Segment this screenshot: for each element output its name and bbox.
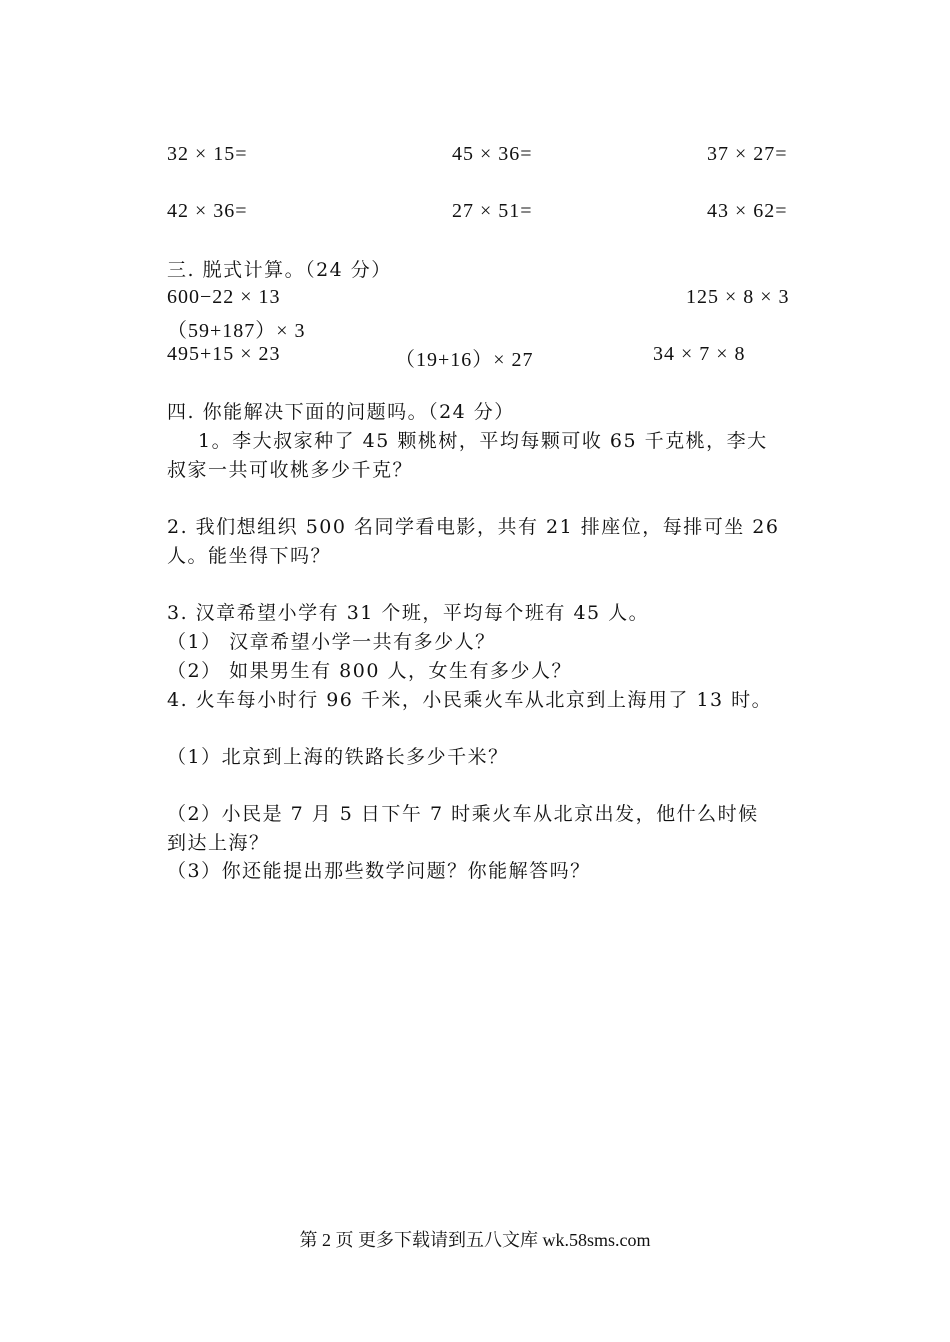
equation: 42 × 36= [167,200,248,222]
problem-text: 人。能坐得下吗？ [167,545,332,567]
problem-text: 叔家一共可收桃多少千克？ [167,459,414,481]
expression: 125 × 8 × 3 [686,286,790,308]
problem-text: 4. 火车每小时行 96 千米，小民乘火车从北京到上海用了 13 时。 [167,689,773,711]
expression: 495+15 × 23 [167,343,281,365]
problem-text: 3. 汉章希望小学有 31 个班，平均每个班有 45 人。 [167,602,650,624]
problem-text: 1。李大叔家种了 45 颗桃树，平均每颗可收 65 千克桃，李大 [198,430,768,452]
sub-question: （2）小民是 7 月 5 日下午 7 时乘火车从北京出发，他什么时候 [167,803,759,825]
expression: 600−22 × 13 [167,286,281,308]
equation: 45 × 36= [452,143,533,165]
sub-question: （3）你还能提出那些数学问题？你能解答吗？ [167,860,591,882]
sub-question: （1） 汉章希望小学一共有多少人？ [167,631,496,653]
sub-question: 到达上海？ [167,832,270,854]
equation: 43 × 62= [707,200,788,222]
sub-question: （2） 如果男生有 800 人，女生有多少人？ [167,660,572,682]
expression: （59+187）× 3 [167,320,306,342]
section-heading: 三. 脱式计算。（24 分） [167,259,392,281]
equation: 27 × 51= [452,200,533,222]
problem-text: 2. 我们想组织 500 名同学看电影，共有 21 排座位，每排可坐 26 [167,516,780,538]
sub-question: （1）北京到上海的铁路长多少千米？ [167,746,509,768]
section-heading: 四. 你能解决下面的问题吗。（24 分） [167,401,515,423]
expression: （19+16）× 27 [395,349,534,371]
equation: 32 × 15= [167,143,248,165]
page-footer: 第 2 页 更多下载请到五八文库 wk.58sms.com [299,1230,651,1250]
expression: 34 × 7 × 8 [653,343,746,365]
equation: 37 × 27= [707,143,788,165]
